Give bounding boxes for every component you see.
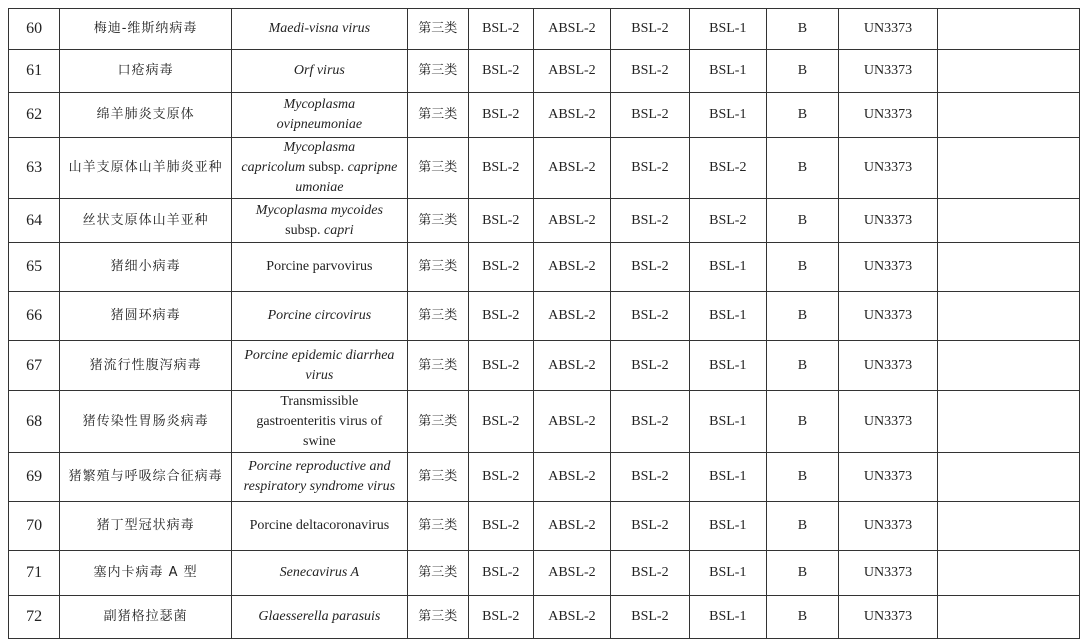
remarks-cell xyxy=(937,9,1079,50)
scientific-name-part: Porcine parvovirus xyxy=(266,259,373,274)
lab-level-2-cell: ABSL-2 xyxy=(533,596,610,639)
un-number-cell: UN3373 xyxy=(839,199,938,243)
scientific-name-cell xyxy=(231,292,407,341)
hazard-category-cell: 第三类 xyxy=(407,9,468,50)
hazard-category-cell: 第三类 xyxy=(407,596,468,639)
scientific-name-part: Porcine epidemic diarrhea xyxy=(244,347,395,363)
chinese-name-cell: 副猪格拉瑟菌 xyxy=(60,596,232,639)
chinese-name-cell: 猪繁殖与呼吸综合征病毒 xyxy=(60,453,232,502)
scientific-name-cell xyxy=(231,9,407,50)
lab-level-1-cell: BSL-2 xyxy=(468,9,533,50)
chinese-name-cell: 猪细小病毒 xyxy=(60,243,232,292)
scientific-name-cell xyxy=(231,391,407,453)
scientific-name-part: Transmissible xyxy=(280,393,359,409)
pathogen-table xyxy=(8,8,1080,639)
scientific-name-cell xyxy=(231,551,407,596)
chinese-name-cell: 猪流行性腹泻病毒 xyxy=(60,341,232,391)
lab-level-4-cell: BSL-1 xyxy=(689,9,766,50)
un-number-cell: UN3373 xyxy=(839,243,938,292)
lab-level-1-cell: BSL-2 xyxy=(468,243,533,292)
scientific-name-part: capripne xyxy=(347,160,398,175)
lab-level-3-cell: BSL-2 xyxy=(611,243,690,292)
table-row xyxy=(9,596,1080,639)
remarks-cell xyxy=(937,596,1079,639)
lab-level-4-cell: BSL-1 xyxy=(689,551,766,596)
row-number-cell: 64 xyxy=(9,199,60,243)
lab-level-4-cell: BSL-1 xyxy=(689,292,766,341)
hazard-category-cell: 第三类 xyxy=(407,138,468,199)
lab-level-2-cell: ABSL-2 xyxy=(533,199,610,243)
lab-level-2-cell: ABSL-2 xyxy=(533,341,610,391)
lab-level-4-cell: BSL-1 xyxy=(689,453,766,502)
scientific-name-cell xyxy=(231,50,407,93)
transport-category-cell: B xyxy=(766,50,838,93)
scientific-name-cell xyxy=(231,138,407,199)
lab-level-1-cell: BSL-2 xyxy=(468,551,533,596)
table-row xyxy=(9,93,1080,138)
lab-level-4-cell: BSL-1 xyxy=(689,596,766,639)
lab-level-1-cell: BSL-2 xyxy=(468,138,533,199)
transport-category-cell: B xyxy=(766,341,838,391)
scientific-name-part: capri xyxy=(324,222,354,238)
un-number-cell: UN3373 xyxy=(839,502,938,551)
remarks-cell xyxy=(937,551,1079,596)
lab-level-4-cell: BSL-1 xyxy=(689,93,766,138)
remarks-cell xyxy=(937,341,1079,391)
chinese-name-cell: 丝状支原体山羊亚种 xyxy=(60,199,232,243)
remarks-cell xyxy=(937,243,1079,292)
table-row xyxy=(9,453,1080,502)
lab-level-2-cell: ABSL-2 xyxy=(533,453,610,502)
scientific-name-cell xyxy=(231,502,407,551)
row-number-cell: 71 xyxy=(9,551,60,596)
chinese-name-cell: 口疮病毒 xyxy=(60,50,232,93)
chinese-name-cell: 梅迪-维斯纳病毒 xyxy=(60,9,232,50)
remarks-cell xyxy=(937,391,1079,453)
scientific-name-part: virus xyxy=(305,367,334,383)
transport-category-cell: B xyxy=(766,453,838,502)
transport-category-cell: B xyxy=(766,551,838,596)
transport-category-cell: B xyxy=(766,391,838,453)
lab-level-3-cell: BSL-2 xyxy=(611,50,690,93)
lab-level-2-cell: ABSL-2 xyxy=(533,50,610,93)
scientific-name-part: umoniae xyxy=(295,180,344,195)
un-number-cell: UN3373 xyxy=(839,50,938,93)
hazard-category-cell: 第三类 xyxy=(407,93,468,138)
transport-category-cell: B xyxy=(766,93,838,138)
lab-level-2-cell: ABSL-2 xyxy=(533,243,610,292)
chinese-name-cell: 猪圆环病毒 xyxy=(60,292,232,341)
remarks-cell xyxy=(937,138,1079,199)
scientific-name-part: Porcine reproductive and xyxy=(248,459,391,474)
table-row xyxy=(9,243,1080,292)
transport-category-cell: B xyxy=(766,596,838,639)
lab-level-3-cell: BSL-2 xyxy=(611,292,690,341)
scientific-name-part: ovipneumoniae xyxy=(276,117,363,132)
scientific-name-part: Porcine circovirus xyxy=(267,308,372,323)
scientific-name-cell xyxy=(231,341,407,391)
transport-category-cell: B xyxy=(766,292,838,341)
chinese-name-cell: 猪丁型冠状病毒 xyxy=(60,502,232,551)
row-number-cell: 60 xyxy=(9,9,60,50)
scientific-name-cell xyxy=(231,453,407,502)
lab-level-4-cell: BSL-2 xyxy=(689,199,766,243)
lab-level-3-cell: BSL-2 xyxy=(611,453,690,502)
lab-level-3-cell: BSL-2 xyxy=(611,199,690,243)
chinese-name-cell: 塞内卡病毒 A 型 xyxy=(60,551,232,596)
scientific-name-part: Mycoplasma xyxy=(283,140,356,155)
un-number-cell: UN3373 xyxy=(839,391,938,453)
table-row xyxy=(9,341,1080,391)
table-row xyxy=(9,50,1080,93)
scientific-name-part: Maedi-visna virus xyxy=(268,21,371,36)
lab-level-2-cell: ABSL-2 xyxy=(533,391,610,453)
scientific-name-part: respiratory syndrome virus xyxy=(243,479,396,494)
scientific-name-cell xyxy=(231,243,407,292)
remarks-cell xyxy=(937,50,1079,93)
hazard-category-cell: 第三类 xyxy=(407,50,468,93)
scientific-name-part: Mycoplasma xyxy=(283,97,356,112)
table-row xyxy=(9,9,1080,50)
scientific-name-cell xyxy=(231,596,407,639)
row-number-cell: 62 xyxy=(9,93,60,138)
un-number-cell: UN3373 xyxy=(839,9,938,50)
transport-category-cell: B xyxy=(766,138,838,199)
hazard-category-cell: 第三类 xyxy=(407,391,468,453)
row-number-cell: 66 xyxy=(9,292,60,341)
un-number-cell: UN3373 xyxy=(839,453,938,502)
lab-level-3-cell: BSL-2 xyxy=(611,551,690,596)
scientific-name-part: gastroenteritis virus of xyxy=(256,413,383,429)
table-body xyxy=(9,9,1080,639)
lab-level-3-cell: BSL-2 xyxy=(611,138,690,199)
remarks-cell xyxy=(937,502,1079,551)
scientific-name-part: Orf virus xyxy=(293,63,345,78)
row-number-cell: 63 xyxy=(9,138,60,199)
table-row xyxy=(9,502,1080,551)
scientific-name-part: subsp. xyxy=(305,160,348,175)
scientific-name-part: Glaesserella parasuis xyxy=(258,609,381,624)
row-number-cell: 68 xyxy=(9,391,60,453)
un-number-cell: UN3373 xyxy=(839,551,938,596)
scientific-name-part: Mycoplasma mycoides xyxy=(255,202,383,218)
lab-level-1-cell: BSL-2 xyxy=(468,292,533,341)
row-number-cell: 65 xyxy=(9,243,60,292)
table-row xyxy=(9,199,1080,243)
lab-level-1-cell: BSL-2 xyxy=(468,453,533,502)
un-number-cell: UN3373 xyxy=(839,596,938,639)
transport-category-cell: B xyxy=(766,243,838,292)
un-number-cell: UN3373 xyxy=(839,341,938,391)
remarks-cell xyxy=(937,199,1079,243)
scientific-name-part: Porcine deltacoronavirus xyxy=(249,518,390,533)
row-number-cell: 70 xyxy=(9,502,60,551)
row-number-cell: 67 xyxy=(9,341,60,391)
scientific-name-cell xyxy=(231,199,407,243)
un-number-cell: UN3373 xyxy=(839,138,938,199)
chinese-name-cell: 绵羊肺炎支原体 xyxy=(60,93,232,138)
scientific-name-cell xyxy=(231,93,407,138)
hazard-category-cell: 第三类 xyxy=(407,502,468,551)
lab-level-1-cell: BSL-2 xyxy=(468,502,533,551)
lab-level-1-cell: BSL-2 xyxy=(468,391,533,453)
lab-level-2-cell: ABSL-2 xyxy=(533,502,610,551)
hazard-category-cell: 第三类 xyxy=(407,551,468,596)
transport-category-cell: B xyxy=(766,502,838,551)
lab-level-4-cell: BSL-1 xyxy=(689,502,766,551)
lab-level-3-cell: BSL-2 xyxy=(611,93,690,138)
lab-level-4-cell: BSL-2 xyxy=(689,138,766,199)
lab-level-3-cell: BSL-2 xyxy=(611,9,690,50)
lab-level-2-cell: ABSL-2 xyxy=(533,292,610,341)
un-number-cell: UN3373 xyxy=(839,292,938,341)
row-number-cell: 72 xyxy=(9,596,60,639)
lab-level-4-cell: BSL-1 xyxy=(689,391,766,453)
lab-level-1-cell: BSL-2 xyxy=(468,50,533,93)
hazard-category-cell: 第三类 xyxy=(407,243,468,292)
lab-level-1-cell: BSL-2 xyxy=(468,596,533,639)
remarks-cell xyxy=(937,93,1079,138)
lab-level-4-cell: BSL-1 xyxy=(689,243,766,292)
scientific-name-part: capricolum xyxy=(241,160,306,175)
table-row xyxy=(9,138,1080,199)
scientific-name-part: subsp. xyxy=(285,222,325,238)
lab-level-3-cell: BSL-2 xyxy=(611,341,690,391)
lab-level-2-cell: ABSL-2 xyxy=(533,138,610,199)
remarks-cell xyxy=(937,453,1079,502)
table-row xyxy=(9,292,1080,341)
row-number-cell: 69 xyxy=(9,453,60,502)
chinese-name-cell: 山羊支原体山羊肺炎亚种 xyxy=(60,138,232,199)
lab-level-3-cell: BSL-2 xyxy=(611,502,690,551)
lab-level-4-cell: BSL-1 xyxy=(689,50,766,93)
lab-level-3-cell: BSL-2 xyxy=(611,391,690,453)
hazard-category-cell: 第三类 xyxy=(407,199,468,243)
lab-level-4-cell: BSL-1 xyxy=(689,341,766,391)
remarks-cell xyxy=(937,292,1079,341)
lab-level-2-cell: ABSL-2 xyxy=(533,551,610,596)
un-number-cell: UN3373 xyxy=(839,93,938,138)
hazard-category-cell: 第三类 xyxy=(407,453,468,502)
lab-level-2-cell: ABSL-2 xyxy=(533,9,610,50)
lab-level-1-cell: BSL-2 xyxy=(468,199,533,243)
chinese-name-cell: 猪传染性胃肠炎病毒 xyxy=(60,391,232,453)
table-row xyxy=(9,391,1080,453)
lab-level-2-cell: ABSL-2 xyxy=(533,93,610,138)
hazard-category-cell: 第三类 xyxy=(407,341,468,391)
table-row xyxy=(9,551,1080,596)
transport-category-cell: B xyxy=(766,9,838,50)
transport-category-cell: B xyxy=(766,199,838,243)
lab-level-1-cell: BSL-2 xyxy=(468,341,533,391)
row-number-cell: 61 xyxy=(9,50,60,93)
hazard-category-cell: 第三类 xyxy=(407,292,468,341)
lab-level-3-cell: BSL-2 xyxy=(611,596,690,639)
lab-level-1-cell: BSL-2 xyxy=(468,93,533,138)
scientific-name-part: Senecavirus A xyxy=(279,565,360,580)
scientific-name-part: swine xyxy=(303,433,336,449)
